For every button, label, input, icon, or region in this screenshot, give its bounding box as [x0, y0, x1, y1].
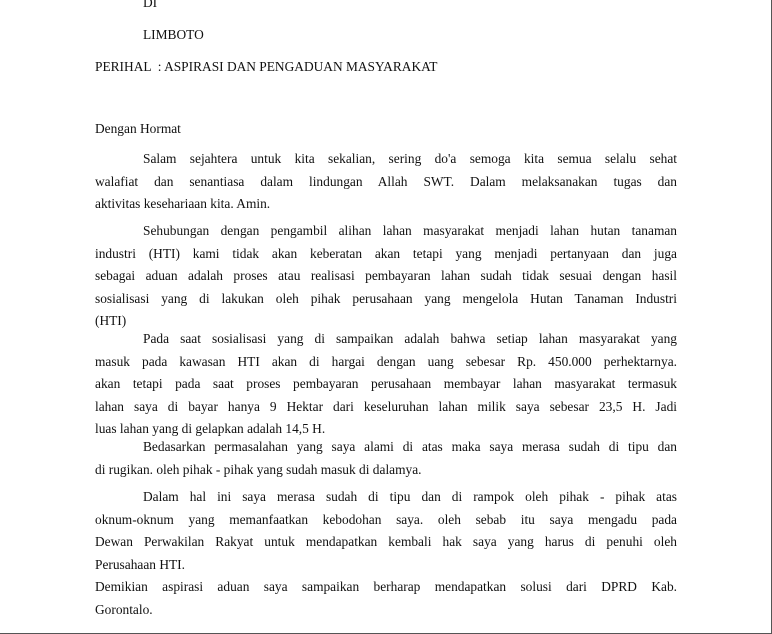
paragraph-2	[95, 220, 677, 333]
paragraph-1-line-3: aktivitas kesehariaan kita. Amin.	[95, 196, 271, 211]
paragraph-2-line-1: Sehubungan dengan pengambil alihan lahan masyarakat menjadi lahan hutan tanaman	[143, 223, 677, 238]
paragraph-3-line-4: lahan saya di bayar hanya 9 Hektar dari keseluruhan lahan milik saya sebesar 23,5 H. Jadi	[95, 398, 677, 414]
paragraph-3-line-5: luas lahan yang di gelapkan adalah 14,5 H.	[95, 421, 326, 436]
paragraph-5	[95, 486, 677, 576]
subject-line: PERIHAL : ASPIRASI DAN PENGADUAN MASYARAKAT	[95, 59, 438, 74]
paragraph-1-line-1: Salam sejahtera untuk kita sekalian, sering do'a semoga kita semua selalu sehat	[143, 151, 677, 166]
paragraph-6-line-2: Gorontalo.	[95, 601, 153, 617]
paragraph-6-line-1: Demikian aspirasi aduan saya sampaikan berharap mendapatkan solusi dari DPRD Kab.	[95, 579, 677, 594]
paragraph-2-line-5: (HTI)	[95, 313, 127, 328]
paragraph-1-line-2: walafiat dan senantiasa dalam lindungan Allah SWT. Dalam melaksanakan tugas dan	[95, 173, 677, 189]
paragraph-5-line-2: oknum-oknum yang memanfaatkan kebodohan saya. oleh sebab itu saya mengadu pada	[95, 511, 677, 527]
paragraph-6	[95, 576, 677, 621]
paragraph-3-line-1: Pada saat sosialisasi yang di sampaikan adalah bahwa setiap lahan masyarakat yang	[143, 331, 677, 346]
address-line-city: LIMBOTO	[143, 27, 204, 42]
paragraph-3-line-3: akan tetapi pada saat proses pembayaran perusahaan membayar lahan masyarakat termasuk	[95, 376, 677, 391]
salutation: Dengan Hormat	[95, 121, 181, 136]
paragraph-3	[95, 328, 677, 441]
paragraph-2-line-4: sosialisasi yang di lakukan oleh pihak perusahaan yang mengelola Hutan Tanaman Industri	[95, 290, 677, 306]
paragraph-4-line-1: Bedasarkan permasalahan yang saya alami di atas maka saya merasa sudah di tipu dan	[143, 439, 677, 454]
paragraph-5-line-1: Dalam hal ini saya merasa sudah di tipu dan di rampok oleh pihak - pihak atas	[143, 489, 677, 504]
address-line-di: DI	[143, 0, 158, 10]
paragraph-5-line-3: Dewan Perwakilan Rakyat untuk mendapatkan kembali hak saya yang harus di penuhi oleh	[95, 534, 677, 549]
paragraph-1	[95, 148, 677, 216]
paragraph-4-line-2: di rugikan. oleh pihak - pihak yang sudah masuk di dalamya.	[95, 461, 422, 477]
paragraph-5-line-4: Perusahaan HTI.	[95, 556, 185, 572]
paragraph-2-line-3: sebagai aduan adalah proses atau realisasi pembayaran lahan sudah tidak sesuai dengan hasil	[95, 268, 677, 283]
paragraph-3-line-2: masuk pada kawasan HTI akan di hargai dengan uang sebesar Rp. 450.000 perhektarnya.	[95, 353, 677, 369]
paragraph-2-line-2: industri (HTI) kami tidak akan keberatan akan tetapi yang menjadi pertanyaan dan juga	[95, 245, 677, 261]
paragraph-4	[95, 436, 677, 481]
